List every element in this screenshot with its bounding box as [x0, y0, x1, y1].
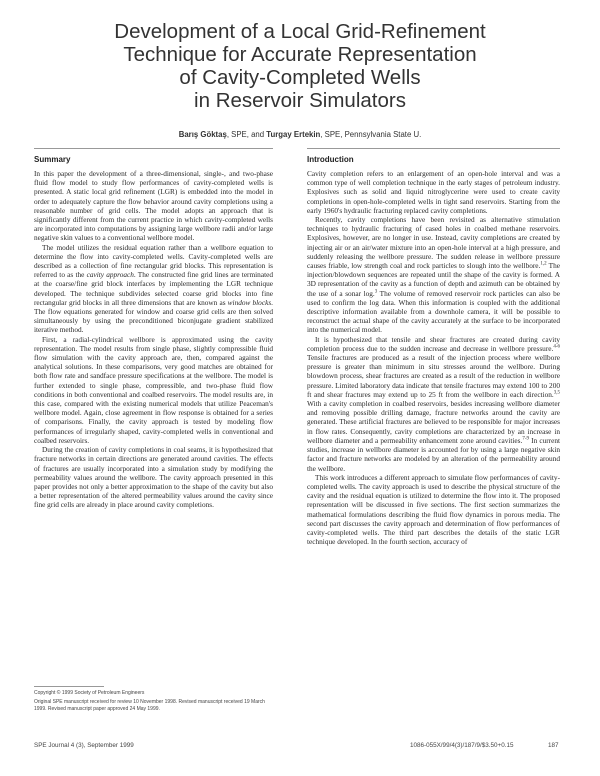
title-line: Technique for Accurate Representation	[123, 43, 477, 66]
summary-paragraph: The model utilizes the residual equation rather than a wellbore equation to determine the flow into cavity-completed wells. Cavity-completed wells are described as a collection of fine rectangular grid blocks. This representation is referred to as the cavity approach. The constructed fine grid lines are terminated at the coarse/fine grid block interfaces by implementing the LGR technique developed. The technique subdivides selected coarse grid blocks into fine rectangular grid blocks in all three dimensions that are known as window blocks. The flow equations generated for window and coarse grid cells are then solved simultaneously by using the preconditioned biconjugate gradient stabilized iterative method.	[34, 242, 273, 335]
issn-code: 1086-055X/99/4(3)/187/9/$3.50+0.15	[410, 742, 514, 749]
introduction-heading: Introduction	[307, 155, 354, 164]
summary-paragraph: During the creation of cavity completions in coal seams, it is hypothesized that fracture networks in certain directions are generated around cavities. The effects of fractures are usually incorporated into a simulation study by modifying the permeability values around the wellbore. The cavity approach presented in this paper provides not only a better approximation to the shape of the cavity but also a better representation of the altered permeability values around the cavity since fine grid cells are already in place around cavity completions.	[34, 445, 273, 510]
title-line: in Reservoir Simulators	[194, 89, 406, 112]
summary-paragraph: First, a radial-cylindrical wellbore is approximated using the cavity representation. The model results from single phase, slightly compressible fluid flow simulation with the cavity approach are, then, compared against the analytical solutions. In these comparisons, very good matches are obtained for both flow rate and sandface pressure specifications at the wellbore. The model is further extended to single phase, compressible, and two-phase fluid flow conditions in both conventional and coalbed reservoirs. The model results are, in this case, compared with the existing numerical models that utilize Peaceman's wellbore model. Again, close agreement in flow response is obtained for a series of comparisons. Finally, the cavity approach is tested by modeling flow performances of irregularly shaped, cavity-completed wells in conventional and coalbed reservoirs.	[34, 334, 273, 445]
intro-rule	[307, 148, 560, 149]
introduction-column	[307, 155, 560, 546]
title-line: Development of a Local Grid-Refinement	[114, 20, 486, 43]
author-name: Barış Göktaş	[178, 130, 227, 139]
manuscript-note: Original SPE manuscript received for review 10 November 1998. Revised manuscript received 19 March 1999. Revised manuscript paper approved 24 May 1999.	[34, 699, 265, 712]
author-line	[40, 130, 560, 139]
author-affiliation: , SPE, Pennsylvania State U.	[320, 130, 422, 139]
intro-paragraph: Recently, cavity completions have been revisited as alternative stimulation techniques to hydraulic fracturing of cased holes in coalbed methane reservoirs. Explosives, however, are no longer in use. Instead, cavity completions are created by injecting air or an air/water mixture into an open-hole interval at a high pressure, and suddenly releasing the wellbore pressure. The sudden release in wellbore pressure causes friable, low strength coal and rock particles to slough into the wellbore.$^{1,2}$ The injection/blowdown sequences are repeated until the shape of the cavity is formed. A 3D representation of the cavity as a function of depth and azimuth can be obtained by the use of a sonar log.$^3$ The volume of removed reservoir rock particles can also be used to confirm the log data. When this information is coupled with the additional descriptive information available from a downhole camera, it will be possible to reconstruct the actual shape of the cavity accurately at the surface to be incorporated into the numerical model.	[307, 215, 560, 335]
intro-paragraph: This work introduces a different approach to simulate flow performances of cavity-completed wells. The cavity approach is used to describe the physical structure of the cavity and the residual equation is utilized to determine the flow into it. The proposed representation will be discussed in five sections. The first section summarizes the mathematical formulations describing the fluid flow dynamics in porous media. The second part discusses the cavity approach and determination of flow performances of cavity-completed wells. The third part describes the details of the static LGR technique developed. In the fourth section, accuracy of	[307, 472, 560, 547]
summary-rule	[34, 148, 273, 149]
title-line: of Cavity-Completed Wells	[179, 66, 421, 89]
author-affiliation: , SPE, and	[226, 130, 267, 139]
copyright-note: Copyright © 1999 Society of Petroleum Engineers	[34, 690, 145, 696]
summary-heading: Summary	[34, 155, 71, 164]
intro-paragraph: It is hypothesized that tensile and shear fractures are created during cavity completion process due to the sudden increase and decrease in wellbore pressure.$^{4-6}$ Tensile fractures are produced as a result of the injection process where wellbore pressure is greater than minimum in situ stresses around the wellbore. During blowdown process, shear fractures are created as a result of the reduction in wellbore pressure. Limited laboratory data indicate that tensile fractures may extend 100 to 200 ft and shear fractures may extend up to 25 ft from the wellbore in each direction.$^{3,5}$ With a cavity completion in coalbed reservoirs, besides increasing wellbore diameter and removing possible drilling damage, fracture networks around the cavity are generated. These artificial fractures are believed to be responsible for major increases in flow rates. Consequently, cavity completions are characterized by an increase in wellbore diameter and a permeability enhancement zone around cavities.$^{7-9}$ In current studies, increase in wellbore diameter is accounted for by using a large negative skin factor and fracture networks are modeled by an alteration of the permeability around the wellbore.	[307, 334, 561, 473]
summary-column	[34, 155, 273, 510]
page-number: 187	[548, 742, 559, 749]
summary-paragraph: In this paper the development of a three-dimensional, single-, and two-phase fluid flow model to study flow performances of cavity-completed wells is presented. A static local grid refinement (LGR) is embedded into the model in order to adequately capture the flow behavior around cavity completions using a reasonable number of grid cells. The model adopts an approach that is significantly different from the current practice in which cavity-completed wells are incorporated into computations by assigning large wellbore radii and/or large negative skin values to a conventional wellbore model.	[34, 169, 273, 243]
journal-citation: SPE Journal 4 (3), September 1999	[34, 742, 134, 749]
author-name: Turgay Ertekin	[266, 130, 321, 139]
intro-paragraph: Cavity completion refers to an enlargement of an open-hole interval and was a common type of well completion technique in the early stages of petroleum industry. Explosives such as solid and liquid nitroglycerine were used to create cavity completions in open-hole-completed wells in tight sand reservoirs. Starting from the early 1960's hydraulic fracturing replaced cavity completions.	[307, 169, 560, 215]
footnote-rule	[34, 686, 104, 687]
paper-title	[40, 20, 560, 112]
